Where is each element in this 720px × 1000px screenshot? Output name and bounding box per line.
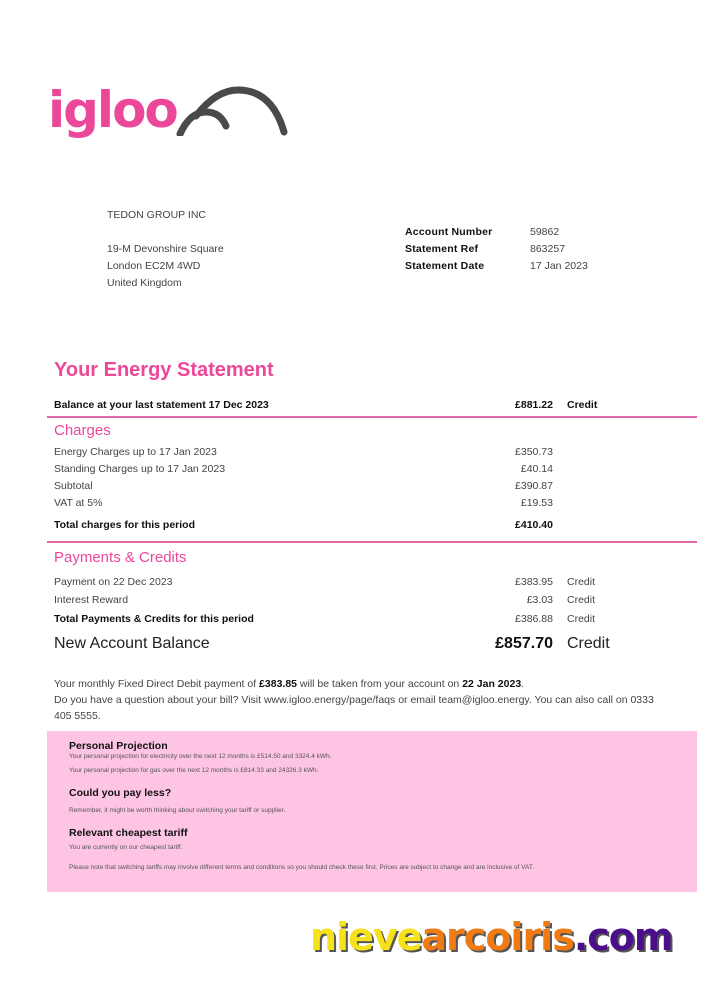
statement-ref-label: Statement Ref: [405, 243, 479, 255]
address-line-2: London EC2M 4WD: [107, 260, 201, 272]
watermark-part: nieve: [310, 915, 422, 959]
info-box: [47, 731, 697, 892]
logo-wordmark: igloo: [48, 81, 177, 139]
dd-text: Your monthly Fixed Direct Debit payment of: [54, 678, 260, 690]
payments-total-amount: £386.88: [515, 613, 553, 625]
pay-less-text: Remember, it might be worth thinking about switching your tariff or supplier.: [69, 807, 286, 814]
payments-total-row: [54, 613, 697, 628]
projection-electricity: Your personal projection for electricity over the next 12 months is £514.50 and 3324.4 kWh.: [69, 753, 332, 760]
account-number-value: 59862: [530, 226, 560, 238]
payment-status: Credit: [567, 576, 596, 588]
new-balance-row: [54, 635, 697, 657]
cheapest-text: You are currently on our cheapest tariff.: [69, 844, 183, 851]
igloo-arc-icon: [176, 86, 291, 136]
payment-notice: [54, 676, 674, 724]
payment-amount: £383.95: [515, 576, 553, 588]
new-balance-label: New Account Balance: [54, 635, 210, 652]
watermark: [310, 915, 673, 959]
customer-company: TEDON GROUP INC: [107, 209, 206, 221]
new-balance-amount: £857.70: [495, 635, 553, 652]
payments-total-status: Credit: [567, 613, 596, 625]
charge-label: VAT at 5%: [54, 497, 103, 509]
charge-label: Subtotal: [54, 480, 93, 492]
payment-row: [54, 594, 697, 609]
charges-heading: Charges: [54, 422, 111, 439]
statement-ref-value: 863257: [530, 243, 566, 255]
divider: [47, 541, 697, 543]
previous-balance-label: Balance at your last statement 17 Dec 2023: [54, 399, 269, 411]
charge-label: Standing Charges up to 17 Jan 2023: [54, 463, 226, 475]
payment-status: Credit: [567, 594, 596, 606]
statement-date-label: Statement Date: [405, 260, 485, 272]
dd-text: will be taken from your account on: [297, 678, 463, 690]
payment-amount: £3.03: [526, 594, 553, 606]
payment-label: Payment on 22 Dec 2023: [54, 576, 173, 588]
charge-amount: £390.87: [515, 480, 553, 492]
projection-heading: Personal Projection: [69, 740, 168, 752]
charge-row: [54, 463, 697, 478]
pay-less-heading: Could you pay less?: [69, 787, 172, 799]
charge-row: [54, 497, 697, 512]
statement-date-value: 17 Jan 2023: [530, 260, 588, 272]
previous-balance-amount: £881.22: [515, 399, 553, 411]
divider: [47, 416, 697, 418]
address-line-1: 19-M Devonshire Square: [107, 243, 224, 255]
previous-balance-row: [54, 399, 697, 414]
new-balance-status: Credit: [567, 635, 610, 652]
charges-total-row: [54, 519, 697, 534]
charge-amount: £40.14: [520, 463, 553, 475]
charge-label: Energy Charges up to 17 Jan 2023: [54, 446, 217, 458]
charges-total-label: Total charges for this period: [54, 519, 195, 531]
payment-row: [54, 576, 697, 591]
account-number-label: Account Number: [405, 226, 493, 238]
payments-total-label: Total Payments & Credits for this period: [54, 613, 254, 625]
previous-balance-status: Credit: [567, 399, 598, 411]
charge-row: [54, 446, 697, 461]
dd-text: .: [521, 678, 525, 690]
address-line-3: United Kingdom: [107, 277, 182, 289]
dd-amount: £383.85: [259, 678, 298, 690]
charges-total-amount: £410.40: [515, 519, 553, 531]
payments-heading: Payments & Credits: [54, 549, 187, 566]
contact-text: Do you have a question about your bill? Visit www.igloo.energy/page/faqs or email team@igloo.energy. You can also call on 0333 405 5555.: [54, 694, 654, 722]
charge-row: [54, 480, 697, 495]
watermark-part: arcoiris: [421, 915, 574, 959]
watermark-part: .com: [573, 915, 673, 959]
disclaimer-text: Please note that switching tariffs may involve different terms and conditions so you should check these first. Prices are subject to change and are inclusive of VAT.: [69, 864, 534, 871]
dd-date: 22 Jan 2023: [462, 678, 522, 690]
charge-amount: £19.53: [520, 497, 553, 509]
charge-amount: £350.73: [515, 446, 553, 458]
payment-label: Interest Reward: [54, 594, 129, 606]
projection-gas: Your personal projection for gas over the next 12 months is £814.33 and 24326.3 kWh.: [69, 767, 319, 774]
cheapest-heading: Relevant cheapest tariff: [69, 827, 188, 839]
statement-title: Your Energy Statement: [54, 359, 274, 381]
